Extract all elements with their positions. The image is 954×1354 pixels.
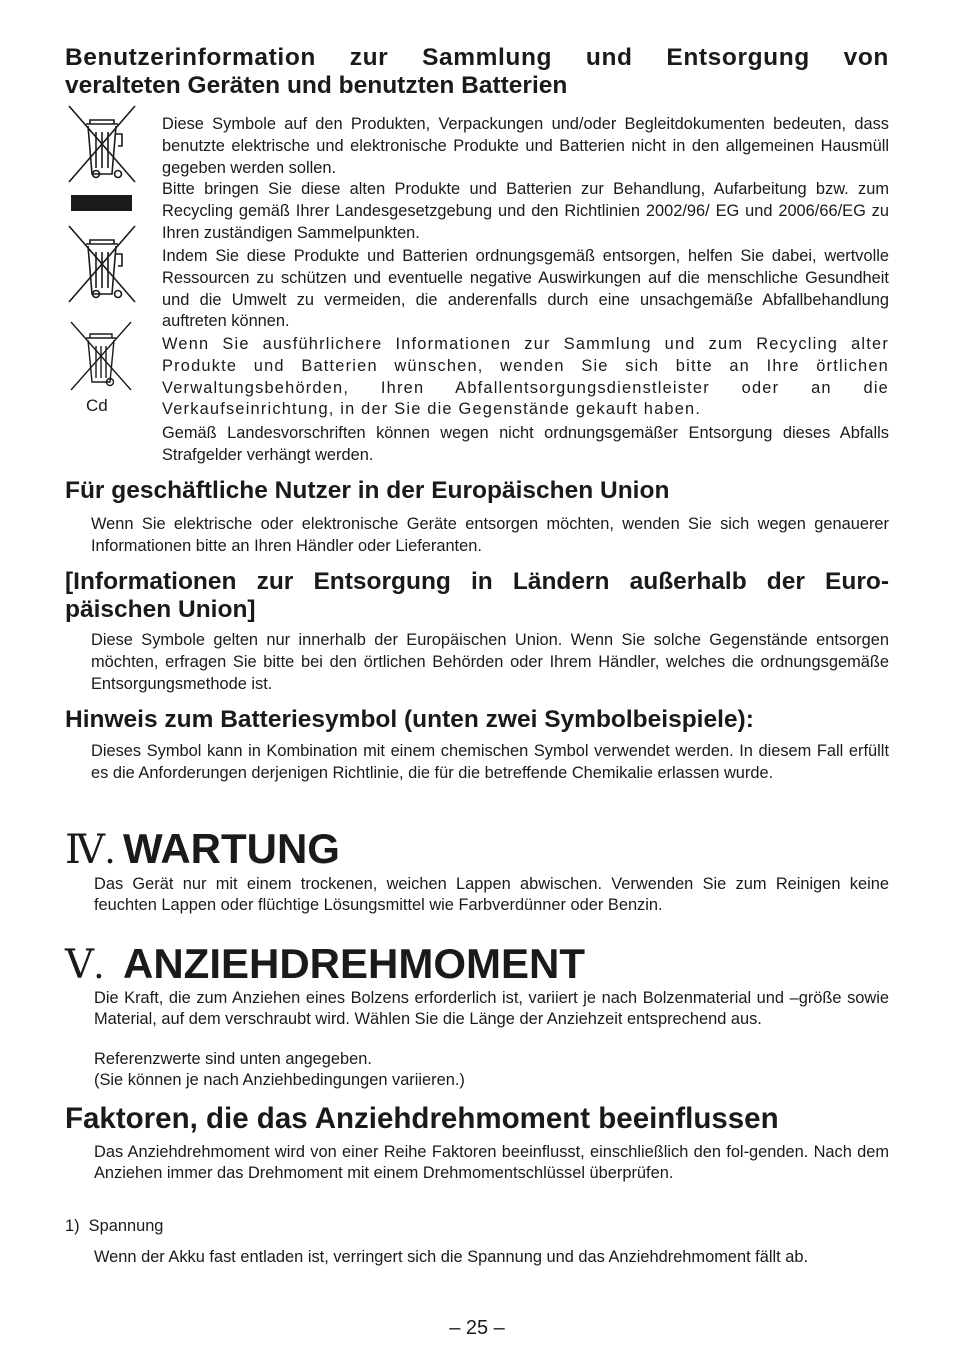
outside-eu-heading-line-2: päischen Union] [65, 596, 256, 623]
factor-item-text: Wenn der Akku fast entladen ist, verringert sich die Spannung und das Anziehdrehmoment fällt ab. [94, 1248, 809, 1266]
outside-eu-heading-line-1: [Informationen zur Entsorgung in Ländern außerhalb der Euro- [65, 568, 889, 595]
heading-line-1: Benutzerinformation zur Sammlung und Entsorgung von [65, 44, 889, 71]
heading-line-2: veralteten Geräten und benutzten Batterien [65, 72, 568, 99]
waste-disposal-heading [65, 44, 889, 100]
torque-note-line: (Sie können je nach Anziehbedingungen variieren.) [94, 1071, 465, 1089]
business-users-heading: Für geschäftliche Nutzer in der Europäischen Union [65, 477, 670, 504]
factor-item-label: 1) Spannung [65, 1217, 164, 1235]
torque-reference-line: Referenzwerte sind unten angegeben. [94, 1050, 372, 1068]
maintenance-text: Das Gerät nur mit einem trockenen, weichen Lappen abwischen. Verwenden Sie zum Reinigen keine feuchten Lappen oder flüchtige Lösungsmittel wie Farbverdünner oder Benzin. [94, 875, 889, 914]
crossed-bin-icon [66, 104, 138, 184]
penalty-text: Gemäß Landesvorschriften können wegen nicht ordnungsgemäßer Entsorgung dieses Abfalls Strafgelder verhängt werden. [162, 424, 889, 464]
page-number: – 25 – [449, 1317, 505, 1339]
factors-text: Das Anziehdrehmoment wird von einer Reihe Faktoren beeinflusst, einschließlich den fol-genden. Nach dem Anziehen immer das Drehmoment mit einem Drehmomentschlüssel überprüfen. [94, 1143, 889, 1182]
factors-heading: Faktoren, die das Anziehdrehmoment beeinflussen [65, 1102, 779, 1135]
section-title: ANZIEHDREHMOMENT [123, 940, 585, 987]
section-numeral: Ⅴ. [65, 942, 104, 987]
outside-eu-heading [65, 568, 889, 624]
cd-chemical-label: Cd [86, 396, 108, 415]
crossed-bin-icon [66, 224, 138, 304]
section-title: WARTUNG [123, 825, 340, 872]
symbols-meaning-text: Diese Symbole auf den Produkten, Verpackungen und/oder Begleitdokumenten bedeuten, dass benutzte elektrische und elektronische Produkte und Batterien nicht in den allgemeinen Hausmüll gegeben werden sollen. [162, 115, 889, 177]
torque-text: Die Kraft, die zum Anziehen eines Bolzens erforderlich ist, variiert je nach Bolzenmaterial und –größe sowie Material, auf dem verschraubt wird. Wählen Sie die Länge der Anziehzeit entsprechend aus. [94, 989, 889, 1028]
return-instructions-text: Bitte bringen Sie diese alten Produkte und Batterien zur Behandlung, Aufarbeitung bzw. zum Recycling gemäß Ihrer Landesgesetzgebung und den Richtlinien 2002/96/ EG und 2006/66/EG zu Ihren zuständigen Sammelpunkten. [162, 180, 889, 242]
maintenance-heading [65, 826, 340, 873]
outside-eu-text: Diese Symbole gelten nur innerhalb der Europäischen Union. Wenn Sie solche Gegenstände entsorgen möchten, erfragen Sie bitte bei den örtlichen Behörden oder Ihrem Händler, welches die ordnungsgemäße Entsorgungsmethode ist. [91, 631, 889, 693]
disposal-symbols [60, 100, 146, 430]
business-users-text: Wenn Sie elektrische oder elektronische Geräte entsorgen möchten, wenden Sie sich wegen genauerer Informationen bitte an Ihren Händler oder Lieferanten. [91, 515, 889, 555]
environment-benefit-text: Indem Sie diese Produkte und Batterien ordnungsgemäß entsorgen, helfen Sie dabei, wertvolle Ressourcen zu schützen und eventuelle negative Auswirkungen auf die menschliche Gesundheit und die Umwelt zu vermeiden, die anderenfalls durch eine unsachgemäße Abfallbehandlung auftreten können. [162, 247, 889, 331]
section-numeral: Ⅳ. [65, 827, 115, 872]
black-bar-icon [71, 195, 132, 211]
battery-symbol-text: Dieses Symbol kann in Kombination mit einem chemischen Symbol verwendet werden. In diesem Fall erfüllt es die Anforderungen derjenigen Richtlinie, die für die betreffende Chemikalie erlassen wurde. [91, 742, 889, 782]
crossed-bin-cd-icon [68, 320, 134, 392]
battery-symbol-heading: Hinweis zum Batteriesymbol (unten zwei Symbolbeispiele): [65, 706, 754, 733]
torque-heading [65, 941, 585, 988]
further-info-text: Wenn Sie ausführlichere Informationen zur Sammlung und zum Recycling alter Produkte und Batterien wünschen, wenden Sie sich bitte an Ihre örtlichen Verwaltungsbehörden, Ihren Abfallentsorgungsdienstleister oder an die Verkaufseinrichtung, in der Sie die Gegenstände gekauft haben. [162, 335, 889, 419]
